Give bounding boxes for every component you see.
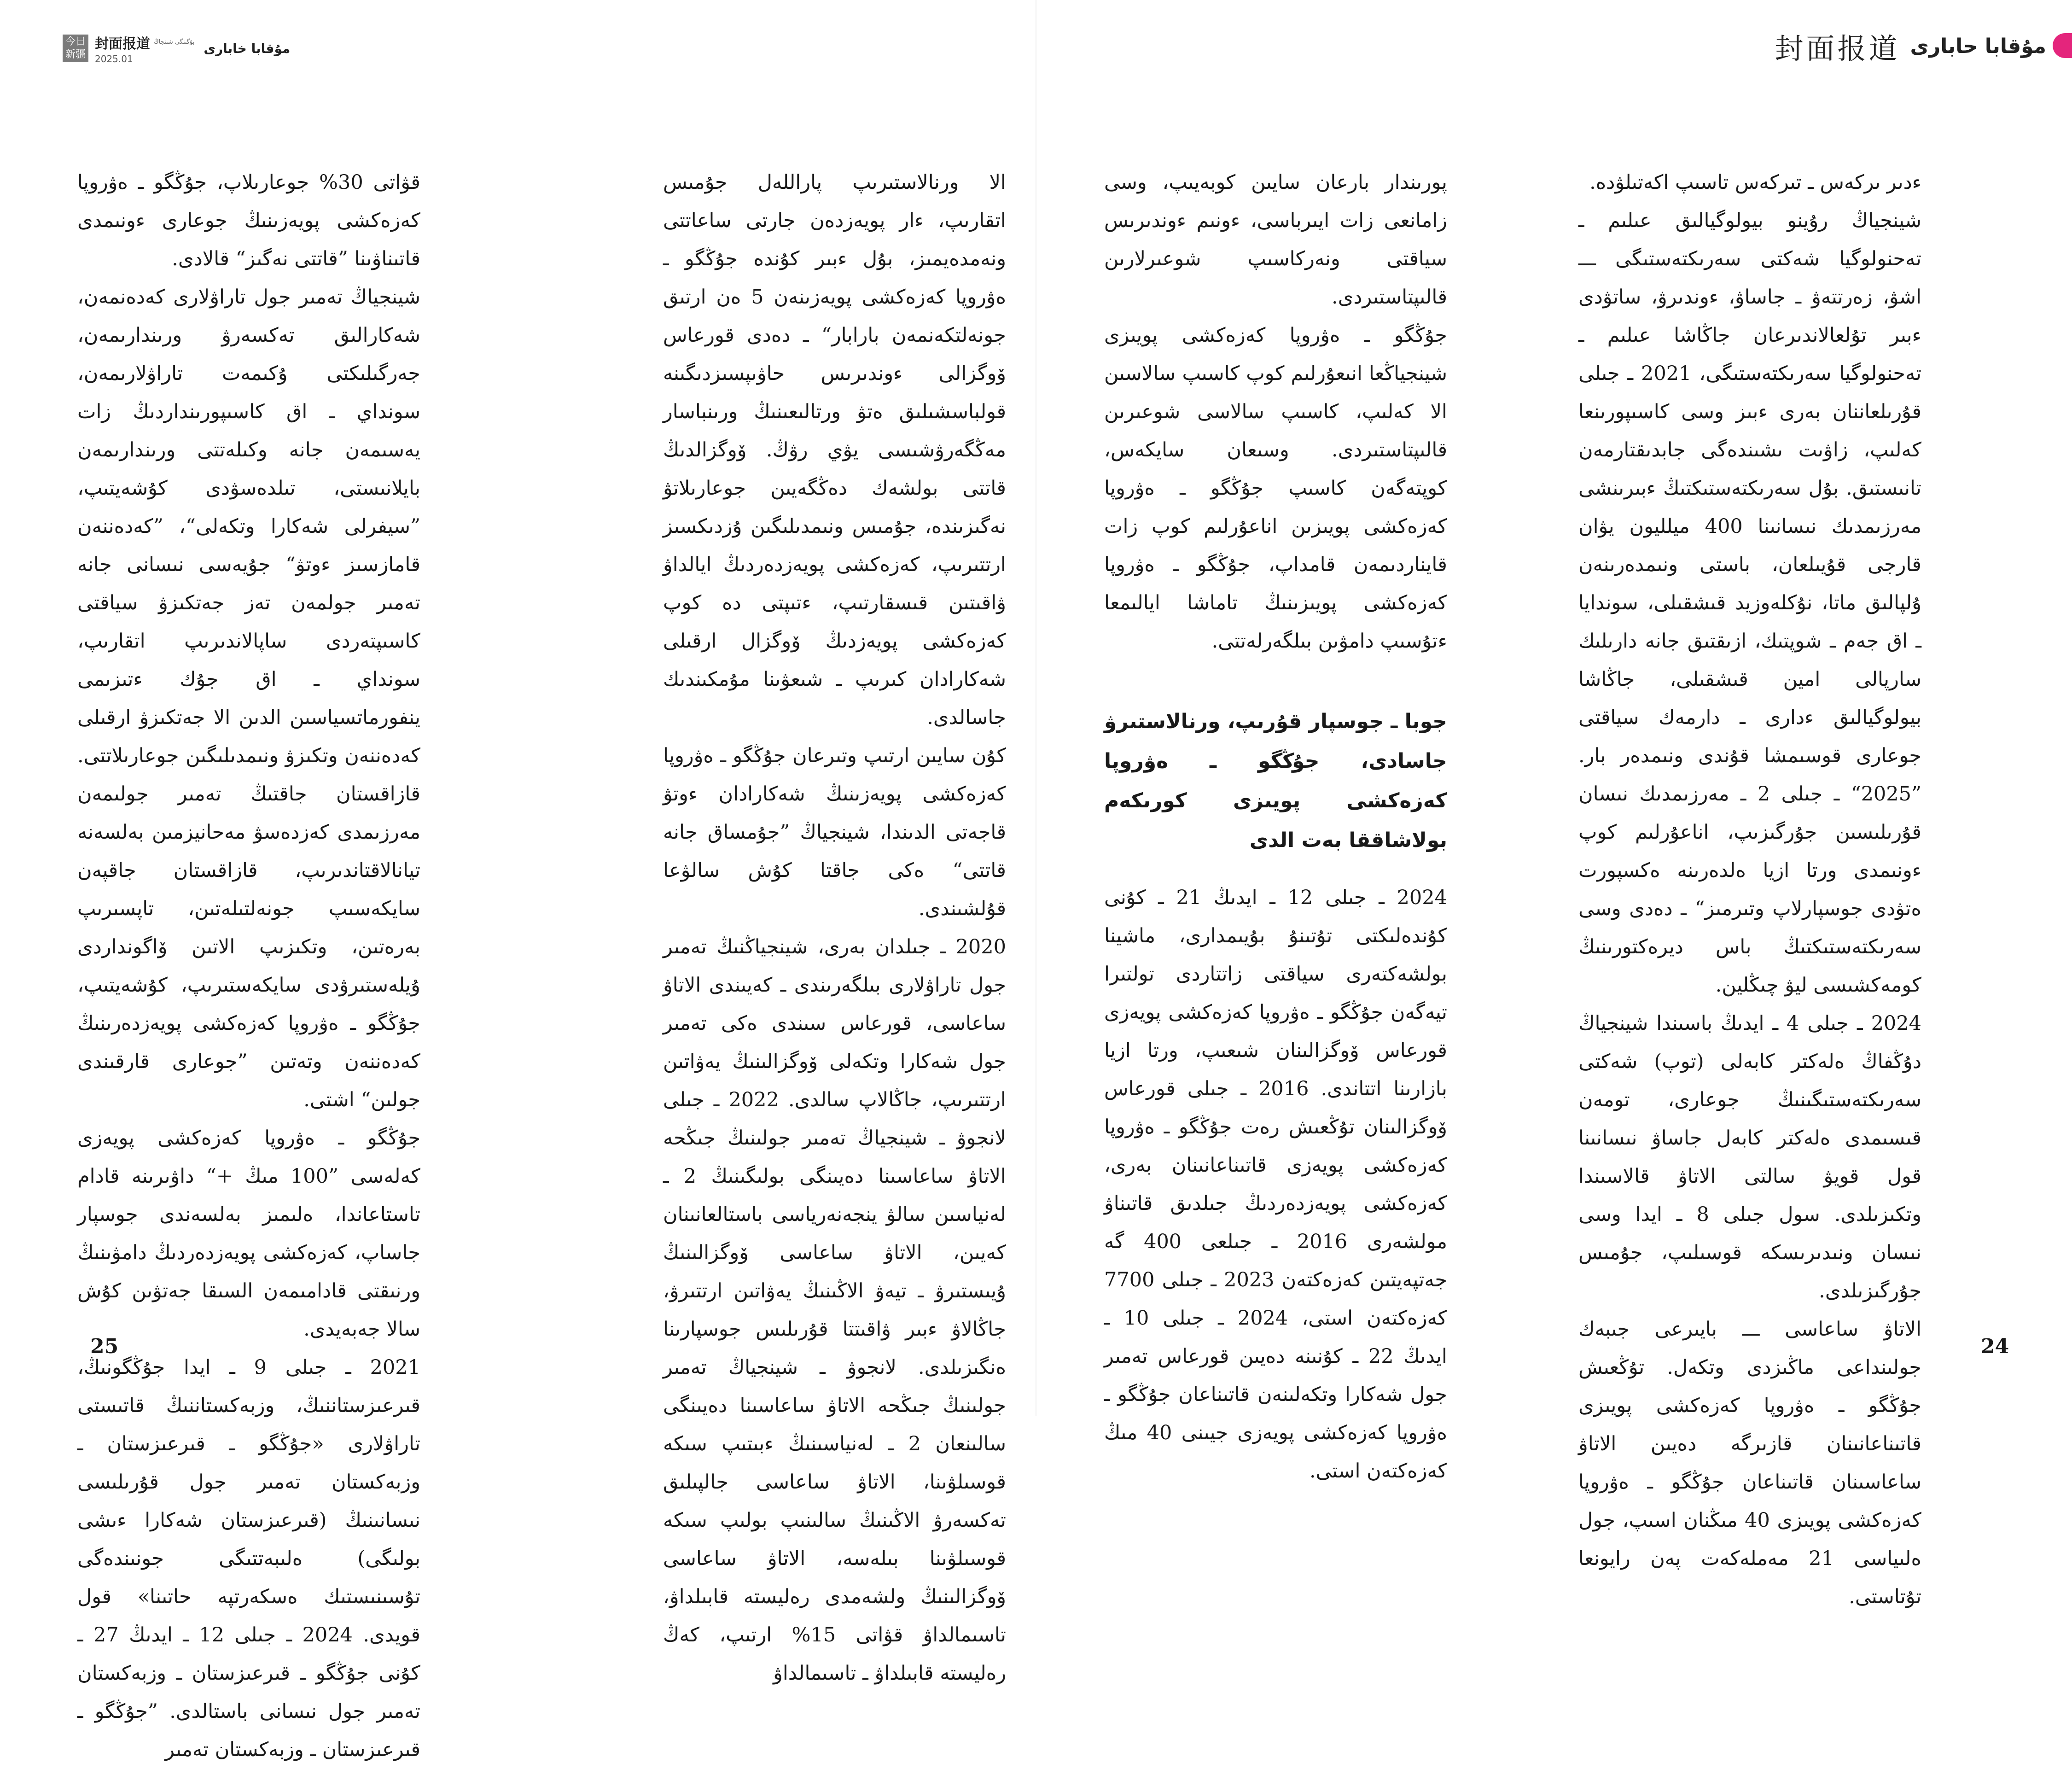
header-title-cn: 封面报道 (1775, 32, 1900, 65)
page-number-left: 25 (90, 1335, 119, 1358)
right-page (1036, 0, 2072, 1608)
section-tab-marker (2053, 33, 2072, 58)
paragraph: شينجياڭ رۇينو بيولوگيالىق عىلىم ـ تەحنولوگيا شەكتى سەرىكتەستىگى ـــ اشۋ، زەرتتەۋ ـ جاساۋ، ءوندىرۋ، ساتۋدى ءبىر تۇلعالاندىرعان جاڭاشا عىلىم ـ تەحنولوگيا سەرىكتەستىگى، 2021 ـ جىلى قۇرىلعاننان بەرى ءبىز وسى كاسىپورىنعا كەلىپ، زاۋىت ىشىندەگى جابدىقتارمەن تانىستىق. بۇل سەرىكتەستىكتىڭ ءبىرىنشى مەرزىمدىك نىسانىنا 400 ميلليون يۋان قارجى قۇيىلعان، باستى ونىمدەرىنەن ۇلپالىق ماتا، نۇكلەوزيد قىشقىلى، سوندايا ـ اق جەم ـ شوپتىك، ازىقتىق جانە دارىلىك سارپالى امين قىشقىلى، جاڭاشا بيولوگيالىق ءدارى ـ دارمەك سياقتى جوعارى قوسىمشا قۇندى ونىمدەر بار. ”2025“ ـ جىلى 2 ـ مەرزىمدىك نىسان قۇرىلىسىن جۇرگىزىپ، اناعۇرلىم كوپ ءونىمدى ورتا ازيا ەلدەرىنە ەكسپورت ەتۋدى جوسپارلاپ وتىرمىز“ ـ دەدى وسى سەرىكتەستىكتىڭ باس ديرەكتورىنىڭ كومەكشىسى ليۋ چىڭلين. (1578, 209, 1922, 997)
paragraph: 2021 ـ جىلى 9 ـ ايدا جۇڭگونىڭ، قىرعىزستاننىڭ، وزبەكستاننىڭ قاتىستى تاراۋلارى «جۇڭگو ـ قىرعىزستان ـ وزبەكستان تەمىر جول قۇرىلىسى نىسانىنىڭ (قىرعىزستان شەكارا ءىشى بولىگى) ەلىبەتتىگى جونىندەگى تۇسىنىستىك ەسكەرتپە حاتىنا» قول قويدى. 2024 ـ جىلى 12 ـ ايدىڭ 27 ـ كۇنى جۇڭگو ـ قىرعىزستان ـ وزبەكستان تەمىر جول نىسانى باستالدى. ”جۇڭگو ـ قىرعىزستان ـ وزبەكستان تەمىر (77, 1356, 420, 1761)
article-column-3 (663, 163, 1006, 1693)
paragraph: ءدىر ىركەس ـ تىركەس تاسىپ اكەتىلۋدە. (1589, 171, 1921, 194)
article-column-2 (1104, 163, 1447, 1490)
paragraph: جۇڭگو ـ ەۋروپا كەزەكشى پويىزى شينجياڭعا انىعۇرلىم كوپ كاسىپ سالاسىن الا كەلىپ، كاسىپ سالاسى شوعىرىن قالىپتاستىردى. وسىعان سايكەس، كوپتەگەن كاسىپ جۇڭگو ـ ەۋروپا كەزەكشى پويىزىن اناعۇرلىم كوپ زات قايناردىمەن قامداپ، جۇڭگو ـ ەۋروپا كەزەكشى پويىزىنىڭ تاماشا ايالىمعا ءتۇسىپ دامۋىن بىلگەرلەتتى. (1104, 324, 1447, 653)
paragraph: الا ورنالاستىرىپ پاراللەل جۇمىس اتقارىپ، ءار پويەزدەن جارتى ساعاتتى ونەمدەيمىز، بۇل ءبىر كۇندە جۇڭگو ـ ەۋروپا كەزەكشى پويەزىنەن 5 ەن ارتىق جونەلتكەنمەن بارابار“ ـ دەدى قورعاس ۆوگزالى ءوندىرىس حاۋىپسىزدىگىنە قولباسشىلىق ەتۋ ورتالىعىنىڭ ورىنباسار مەڭگەرۋشىسى يۋي رۋڭ. ۆوگزالدىڭ قاتتى بولشەك دەڭگەيىن جوعارىلاتۋ نەگىزىندە، جۇمىس ونىمدىلىگىن ۇزدىكسىز ارتتىرىپ، كەزەكشى پويەزدەردىڭ ايالداۋ ۋاقىتىن قىسقارتىپ، ءتىپتى دە كوپ كەزەكشى پويەزدىڭ ۆوگزال ارقىلى شەكارادان كىرىپ ـ شىعۋىنا مۇمكىندىك جاسالدى. (663, 171, 1006, 729)
article-column-1 (1578, 163, 1921, 1616)
header-title-cn: 封面报道 (95, 36, 150, 52)
header-title-ug: مۇقابا خابارى (204, 41, 291, 56)
paragraph: الاتاۋ ساعاسى ـــ بايىرعى جىبەك جولىنداعى ماڭىزدى وتكەل. تۇڭعىش جۇڭگو ـ ەۋروپا كەزەكشى پويىزى قاتىناعانىنان قازىرگە دەيىن الاتاۋ ساعاسىنان قاتىناعان جۇڭگو ـ ەۋروپا كەزەكشى پويىزى 40 مىڭنان اسىپ، جول ەلىياسى 21 مەملەكەت پەن رايونعا تۇتاستى. (1578, 1318, 1921, 1608)
issue-date: 2025.01 (95, 53, 133, 64)
paragraph: جۇڭگو ـ ەۋروپا كەزەكشى پويەزى كەلەسى ”100 مىڭ +“ داۋىرىنە قادام تاستاعاندا، ەلىمىز بەلسەندى جوسپار جاساپ، كەزەكشى پويەزدەردىڭ دامۋىنىڭ ورنىقتى قادامىمەن السىقا جەتۋىن كۇش سالا جەبەيدى. (77, 1127, 421, 1341)
paragraph: 2020 ـ جىلدان بەرى، شينجياڭنىڭ تەمىر جول تاراۋلارى بىلگەرىندى ـ كەيىندى الاتاۋ ساعاسى، قورعاس سىندى ەكى تەمىر جول شەكارا وتكەلى ۆوگزالىنىڭ يەۋاتىن ارتتىرىپ، جاڭالاپ سالدى. 2022 ـ جىلى لانجوۋ ـ شينجياڭ تەمىر جولىنىڭ جىڭحە الاتاۋ ساعاسىنا دەيىنگى بولىگىنىڭ 2 ـ لەنياسىن سالۋ ينجەنەرياسى باستالعانىنان كەيىن، الاتاۋ ساعاسى ۆوگزالىنىڭ ۇيىستىرۋ ـ تيەۋ الاڭىنىڭ يەۋاتىن ارتتىرۋ، جاڭالاۋ ءبىر ۋاقىتتا قۇرىلىس جوسپارىنا ەنگىزىلدى. لانجوۋ ـ شينجياڭ تەمىر جولىنىڭ جىڭحە الاتاۋ ساعاسىنا دەيىنگى سالىنعان 2 ـ لەنياسىنىڭ ءبىتىپ سىكە قوسىلۋىنا، الاتاۋ ساعاسى جالپىلىق تەكسەرۋ الاڭىنىڭ سالىنىپ بولىپ سىكە قوسىلۋىنا بىلەسە، الاتاۋ ساعاسى ۆوگزالىنىڭ ولشەمدى رەليستە قابىلداۋ، تاسىمالداۋ قۋاتى 15% ارتىپ، كەڭ رەليستە قابىلداۋ ـ تاسىمالداۋ (663, 935, 1007, 1685)
paragraph: شينجياڭ تەمىر جول تاراۋلارى كەدەنمەن، شەكارالىق تەكسەرۋ ورىندارىمەن، جەرگىلىكتى ۇكىمەت تاراۋلارىمەن، سونداي ـ اق كاسىپورىنداردىڭ زات يەسىمەن جانە وكىلەتتى ورىندارىمەن بايلانىستى، تىلدەسۋدى كۇشەيتىپ، ”سيفرلى شەكارا وتكەلى“، ”كەدەننەن قامازسىز ءوتۋ“ جۇيەسى نىسانى جانە تەمىر جولمەن تەز جەتكىزۋ سياقتى كاسىپتەردى ساپالاندىرىپ اتقارىپ، سونداي ـ اق جۇك ءتىزىمى ينفورماتسياسىن الدىن الا جەتكىزۋ ارقىلى كەدەننەن وتكىزۋ ونىمدىلىگىن جوعارىلاتتى. قازاقستان جاقتىڭ تەمىر جولىمەن مەرزىمدى كەزدەسۋ مەحانيزمىن بەلسەنە تيانالاقتاندىرىپ، قازاقستان جاقپەن سايكەسىپ جونەلتىلەتىن، تاپسىرىپ بەرەتىن، وتكىزىپ الاتىن ۆاگونداردى ۇيلەستىرۋدى سايكەستىرىپ، كۇشەيتىپ، جۇڭگو ـ ەۋروپا كەزەكشى پويەزدەرىنىڭ كەدەننەن وتەتىن ”جوعارى قارقىندى جولىن“ اشتى. (77, 286, 420, 1111)
right-page-header (1775, 26, 2046, 67)
page-number-right: 24 (1981, 1335, 2009, 1358)
magazine-logo: 今日 新疆 (63, 35, 88, 62)
left-header-title-block (95, 32, 194, 64)
section-subheading: جوبا ـ جوسپار قۇرىپ، ورنالاستىرۋ جاسادى، جۇڭگو ـ ەۋروپا كەزەكشى پويىزى كورىكەم بولاشاققا بەت الدى (1104, 710, 1447, 852)
left-page (0, 0, 1036, 1761)
paragraph: 2024 ـ جىلى 12 ـ ايدىڭ 21 ـ كۇنى كۇندەلىكتى تۇتىنۇ بۇيىمدارى، ماشينا بولشەكتەرى سياقتى زاتتاردى تولتىرا تيەگەن جۇڭگو ـ ەۋروپا كەزەكشى پويەزى قورعاس ۆوگزالىنان شىعىپ، ورتا ازيا بازارىنا اتتاندى. 2016 ـ جىلى قورعاس ۆوگزالىنان تۇڭعىش رەت جۇڭگو ـ ەۋروپا كەزەكشى پويەزى قاتىناعانىنان بەرى، كەزەكشى پويەزدەردىڭ جىلدىق قاتىناۋ مولشەرى 2016 ـ جىلعى 400 گە جەتپەيتىن كەزەكتەن 2023 ـ جىلى 7700 كەزەكتەن استى، 2024 ـ جىلى 10 ـ ايدىڭ 22 ـ كۇنىنە دەيىن قورعاس تەمىر جول شەكارا وتكەلىنەن قاتىناعان جۇڭگو ـ ەۋروپا كەزەكشى پويەزى جيىنى 40 مىڭ كەزەكتەن استى. (1104, 886, 1448, 1483)
paragraph: 2024 ـ جىلى 4 ـ ايدىڭ باسىندا شينجياڭ دۇڭفاڭ ەلەكتر كابەلى (توپ) شەكتى سەرىكتەستىگىنىڭ جوعارى، تومەن قىسىمدى ەلەكتر كابەل جاساۋ نىسانىنا قول قويۋ سالتى الاتاۋ قالاسىندا وتكىزىلدى. سول جىلى 8 ـ ايدا وسى نىسان ونىدىرىسكە قوسىلىپ، جۇمىس جۇرگىزىلدى. (1578, 1012, 1921, 1302)
header-subtitle: بۇگىنگى شىنجاڭ (154, 39, 195, 46)
article-column-4 (77, 163, 420, 1769)
paragraph: پورىندار بارعان سايىن كوبەيىپ، وسى زامانعى زات ايىرباسى، ءونىم ءوندىرىس سياقتى ونەركاسىپ شوعىرلارىن قالىپتاستىردى. (1104, 171, 1447, 309)
paragraph: قۋاتى 30% جوعارىلاپ، جۇڭگو ـ ەۋروپا كەزەكشى پويەزىنىڭ جوعارى ءونىمدى قاتىناۋىنا ”قاتتى نەگىز“ قالادى. (77, 171, 420, 270)
header-title-ug: مۇقابا حابارى (1910, 35, 2046, 58)
paragraph: كۇن سايىن ارتىپ وتىرعان جۇڭگو ـ ەۋروپا كەزەكشى پويەزىنىڭ شەكارادان ءوتۋ قاجەتى الدىندا، شينجياڭ ”جۇمساق جانە قاتتى“ ەكى جاقتا كۇش سالۋعا قۇلشىندى. (663, 744, 1006, 920)
left-page-header (63, 32, 290, 64)
